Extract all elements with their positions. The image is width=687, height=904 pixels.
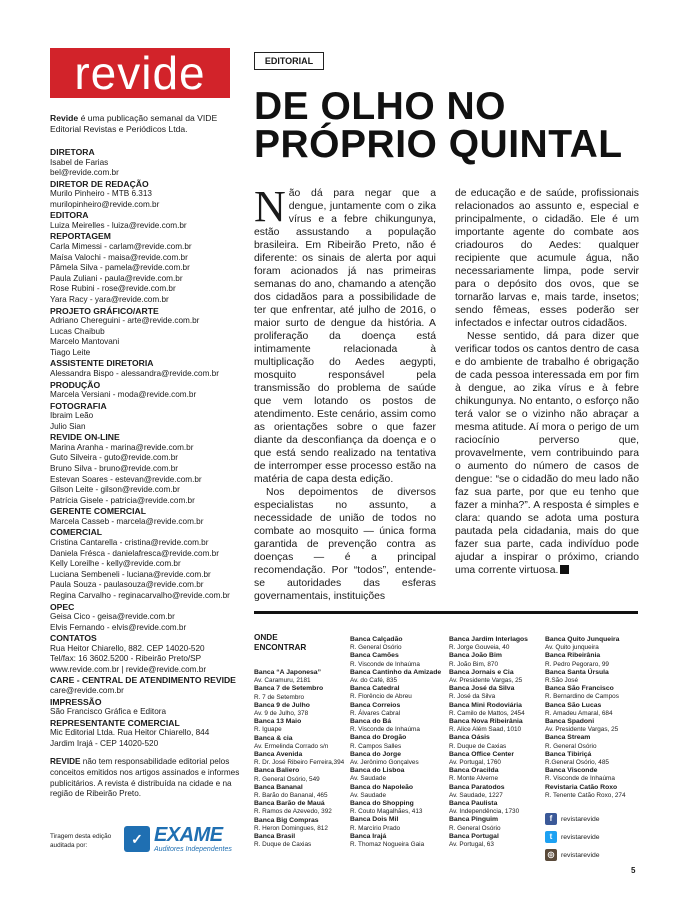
- store-name: Banca Camões: [350, 652, 399, 660]
- store-address: R. Duque de Caxias: [449, 742, 507, 750]
- staff-line: Tiago Leite: [50, 347, 91, 357]
- store-address: R. Ramos de Azevedo, 392: [254, 808, 332, 816]
- staff-line[interactable]: Alessandra Bispo - alessandra@revide.com.br: [50, 368, 219, 378]
- staff-line[interactable]: Elvis Fernando - elvis@revide.com.br: [50, 622, 187, 632]
- staff-line: Lucas Chaibub: [50, 326, 105, 336]
- staff-line[interactable]: www.revide.com.br | revide@revide.com.br: [50, 664, 207, 674]
- store-name: Banca Mini Rodoviária: [449, 701, 522, 709]
- store-address: R. João Bim, 870: [449, 660, 499, 668]
- store-address: Av. Independência, 1730: [449, 808, 520, 816]
- staff-line[interactable]: Cristina Cantarella - cristina@revide.com.br: [50, 537, 209, 547]
- staff-line[interactable]: Marina Aranha - marina@revide.com.br: [50, 442, 194, 452]
- store-name: Banca Barão de Mauá: [254, 800, 325, 808]
- store-name: Banca Ribeirânia: [545, 652, 601, 660]
- twitter-icon: t: [545, 831, 557, 843]
- store-address: Av. Caramuru, 2181: [254, 677, 311, 685]
- social-handle: revistarevide: [561, 833, 600, 841]
- staff-line: Mic Editorial Ltda. Rua Heitor Chiarello, 844: [50, 728, 210, 738]
- staff-line[interactable]: Patrícia Gisele - patricia@revide.com.br: [50, 495, 195, 505]
- social-link[interactable]: [545, 810, 641, 828]
- store-name: Banca 7 de Setembro: [254, 685, 324, 693]
- store-name: Banca “A Japonesa”: [254, 669, 321, 676]
- store-name: Banca Pinguim: [449, 816, 499, 824]
- store-name: Banca 9 de Julho: [254, 701, 310, 709]
- store-name: Banca Irajá: [350, 832, 387, 840]
- store-name: Banca Bananal: [254, 783, 303, 791]
- staff-line[interactable]: Pâmela Silva - pamela@revide.com.br: [50, 263, 190, 273]
- store-name: Banca Office Center: [449, 750, 514, 758]
- staff-line: Jardim Irajá - CEP 14020-520: [50, 738, 159, 748]
- store-address: R. Iguape: [254, 726, 282, 734]
- staff-line[interactable]: Paula Souza - paulasouza@revide.com.br: [50, 580, 204, 590]
- store-name: Banca Correios: [350, 701, 401, 709]
- article-paragraph: Nos depoimentos de diversos especialistas no assunto, a necessidade de união de todos no combate ao mosquito — única forma garantida de prevenção contra as doenças — é a principal recomendação. Por “todos”, entende-se autoridades das esferas governamentais, instituições: [254, 487, 436, 602]
- article-column-1: [254, 182, 436, 603]
- store-name: Revistaria Catão Roxo: [545, 783, 618, 791]
- where-to-find-title: ONDE ENCONTRAR: [254, 633, 307, 652]
- audit-block: [50, 824, 250, 856]
- store-name: Banca São Francisco: [545, 685, 614, 693]
- staff-section-heading: REPORTAGEM: [50, 231, 111, 242]
- store-list-col-3: [449, 636, 541, 849]
- store-address: R. Duque de Caxias: [254, 841, 312, 849]
- store-address: R. Visconde de Inhaúma: [350, 726, 420, 734]
- store-name: Banca do Shopping: [350, 800, 414, 808]
- staff-section-heading: FOTOGRAFIA: [50, 400, 107, 411]
- store-name: Banca Paulista: [449, 800, 498, 808]
- staff-line[interactable]: Marcela Versiani - moda@revide.com.br: [50, 390, 197, 399]
- revide-logo: revide: [50, 48, 230, 98]
- store-address: R. Camilo de Mattos, 2454: [449, 709, 525, 717]
- staff-line[interactable]: Adriano Chereguini - arte@revide.com.br: [50, 316, 200, 326]
- social-handle: revistarevide: [561, 851, 600, 859]
- store-address: R. Alice Além Saad, 1010: [449, 726, 522, 734]
- staff-line[interactable]: Paula Zuliani - paula@revide.com.br: [50, 273, 183, 283]
- store-name: Banca José da Silva: [449, 685, 515, 693]
- store-address: Av. Saudade: [350, 791, 387, 799]
- store-list-col-1: [254, 669, 346, 849]
- store-name: Banca Quito Junqueira: [545, 636, 620, 643]
- store-address: R. Tenente Catão Roxo, 274: [545, 791, 626, 799]
- store-name: Banca do Lisboa: [350, 767, 405, 775]
- store-name: Banca do Jorge: [350, 750, 401, 758]
- staff-line[interactable]: Bruno Silva - bruno@revide.com.br: [50, 463, 178, 473]
- staff-section-heading: PRODUÇÃO: [50, 379, 101, 390]
- staff-line[interactable]: bel@revide.com.br: [50, 168, 119, 178]
- store-address: Av. Saudade, 1227: [449, 791, 503, 799]
- store-address: Av. Jerônimo Gonçalves: [350, 759, 419, 767]
- audit-note: Tiragem desta edição auditada por:: [50, 833, 112, 849]
- store-name: Banca Jornais e Cia: [449, 668, 514, 676]
- store-address: R. General Osório: [545, 742, 597, 750]
- staff-line[interactable]: Gilson Leite - gilson@revide.com.br: [50, 485, 180, 495]
- store-name: Banca Santa Úrsula: [545, 668, 609, 676]
- staff-section-heading: REPRESENTANTE COMERCIAL: [50, 717, 180, 728]
- staff-line[interactable]: Rose Rubini - rose@revide.com.br: [50, 284, 176, 294]
- staff-section-heading: CARE - CENTRAL DE ATENDIMENTO REVIDE: [50, 675, 236, 686]
- masthead-column: [50, 48, 250, 800]
- article-paragraph: [455, 330, 639, 577]
- store-address: R. Bernardino de Campos: [545, 693, 619, 701]
- staff-line[interactable]: Luciana Sembeneli - luciana@revide.com.br: [50, 569, 211, 579]
- staff-list: [50, 147, 250, 749]
- store-name: Banca Tibiriçá: [545, 750, 592, 758]
- store-address: Av. 9 de Julho, 378: [254, 710, 309, 718]
- store-address: R. Pedro Pegoraro, 99: [545, 660, 609, 668]
- store-name: Banca do Bá: [350, 718, 392, 726]
- staff-line[interactable]: murilopinheiro@revide.com.br: [50, 199, 160, 209]
- store-address: Av. Ermelinda Corrado s/n: [254, 742, 329, 750]
- social-handle: revistarevide: [561, 815, 600, 823]
- store-name: Banca Oásis: [449, 734, 490, 742]
- store-name: Banca Dois Mil: [350, 816, 399, 824]
- store-name: Banca do Drogão: [350, 734, 407, 742]
- staff-line: Rua Heitor Chiarello, 882. CEP 14020-520: [50, 643, 205, 653]
- store-address: R. Visconde de Inhaúma: [350, 660, 420, 668]
- store-address: R. Barão do Bananal, 465: [254, 792, 328, 800]
- staff-line[interactable]: Daniela Frésca - danielafresca@revide.com.br: [50, 548, 219, 558]
- store-address: R. General Osório: [449, 824, 501, 832]
- intro-text: é uma publicação semanal da VIDE Editorial Revistas e Periódicos Ltda.: [50, 113, 218, 134]
- staff-section-heading: IMPRESSÃO: [50, 696, 102, 707]
- article-column-2: [455, 187, 639, 577]
- store-address: R. Thomaz Nogueira Gaia: [350, 841, 425, 849]
- staff-line[interactable]: Kelly Loreilhe - kelly@revide.com.br: [50, 559, 181, 569]
- store-address: Av. Presidente Vargas, 25: [545, 726, 619, 734]
- store-name: Banca João Bim: [449, 652, 502, 660]
- store-address: R. Monte Alverne: [449, 775, 499, 783]
- end-mark-icon: [560, 565, 569, 574]
- exame-wordmark: EXAME: [154, 824, 223, 846]
- staff-line: Tel/fax: 16 3602.5200 - Ribeirão Preto/SP: [50, 654, 202, 664]
- staff-section-heading: DIRETOR DE REDAÇÃO: [50, 178, 149, 189]
- store-name: Banca Calçadão: [350, 636, 403, 643]
- staff-line[interactable]: Estevan Soares - estevan@revide.com.br: [50, 474, 202, 484]
- article-paragraph: [254, 182, 436, 486]
- staff-line: Marcelo Mantovani: [50, 337, 120, 347]
- store-address: R. Heron Domingues, 812: [254, 824, 328, 832]
- exame-subtitle: Auditores Independentes: [154, 846, 232, 853]
- page-number: 5: [631, 866, 636, 875]
- store-address: R. Jorge Gouveia, 40: [449, 644, 510, 652]
- store-address: R.General Osório, 485: [545, 759, 609, 767]
- section-kicker: EDITORIAL: [254, 52, 324, 70]
- store-address: R. Marcírio Prado: [350, 824, 401, 832]
- store-address: R. Florêncio de Abreu: [350, 693, 412, 701]
- store-name: Banca São Lucas: [545, 701, 602, 709]
- staff-section-heading: DIRETORA: [50, 147, 95, 157]
- store-list-col-4: [545, 636, 641, 800]
- staff-section-heading: GERENTE COMERCIAL: [50, 506, 146, 517]
- staff-section-heading: EDITORA: [50, 210, 89, 221]
- store-address: Av. Portugal, 63: [449, 841, 494, 849]
- store-list-col-2: [350, 636, 446, 849]
- store-address: R. Amadeu Amaral, 684: [545, 709, 613, 717]
- article-headline: DE OLHO NO PRÓPRIO QUINTAL: [254, 85, 623, 166]
- store-name: Banca Avenida: [254, 751, 303, 759]
- store-name: Banca Baliero: [254, 767, 300, 775]
- publication-intro: [50, 113, 250, 135]
- staff-line[interactable]: Yara Racy - yara@revide.com.br: [50, 294, 169, 304]
- store-name: Banca Catedral: [350, 685, 400, 693]
- store-address: R. José da Silva: [449, 693, 496, 701]
- store-name: Banca Jardim Interlagos: [449, 636, 528, 643]
- exame-logo-icon: ✓: [124, 826, 150, 852]
- social-links: [545, 810, 641, 864]
- staff-line: São Francisco Gráfica e Editora: [50, 707, 167, 717]
- store-name: Banca & cia: [254, 734, 293, 742]
- store-address: R. General Osório, 549: [254, 775, 320, 783]
- store-address: R.São José: [545, 677, 579, 685]
- disclaimer-brand: REVIDE: [50, 757, 81, 767]
- editorial-disclaimer: [50, 757, 250, 799]
- staff-line[interactable]: Regina Carvalho - reginacarvalho@revide.com.br: [50, 590, 230, 600]
- store-name: Banca Portugal: [449, 832, 499, 840]
- store-name: Banca Nova Ribeirânia: [449, 718, 523, 726]
- facebook-icon: f: [545, 813, 557, 825]
- store-address: R. Dr. José Ribeiro Ferreira,394: [254, 759, 345, 767]
- staff-line[interactable]: Luiza Meirelles - luiza@revide.com.br: [50, 220, 187, 230]
- article-paragraph: de educação e de saúde, profissionais relacionados ao assunto e, especial e principalmente, o cidadão. Ele é um importante agente do combate aos criadouros do Aedes: qualquer recipiente que acumule água, não necessariamente limpa, pode servir para o depósito dos ovos, que se tornarão larvas e, mais tarde, insetos; sendo fêmeas, esses poderão ser infectados e infectar outros cidadãos.: [455, 188, 639, 329]
- store-address: Av. Saudade: [350, 775, 387, 783]
- staff-section-heading: COMERCIAL: [50, 527, 103, 538]
- store-name: Banca 13 Maio: [254, 718, 302, 726]
- store-name: Banca Stream: [545, 734, 591, 742]
- store-address: Av. Presidente Vargas, 25: [449, 677, 523, 685]
- store-address: R. Visconde de Inhaúma: [545, 775, 615, 783]
- staff-section-heading: PROJETO GRÁFICO/ARTE: [50, 305, 159, 316]
- social-link[interactable]: [545, 846, 641, 864]
- store-name: Banca Oracilda: [449, 767, 499, 775]
- store-address: R. General Osório: [350, 644, 402, 652]
- store-name: Banca Brasil: [254, 833, 296, 841]
- store-name: Banca Paratodos: [449, 783, 505, 791]
- staff-section-heading: ASSISTENTE DIRETORIA: [50, 358, 154, 369]
- where-to-find: [254, 633, 344, 653]
- staff-line[interactable]: Geisa Cico - geisa@revide.com.br: [50, 612, 175, 621]
- staff-section-heading: CONTATOS: [50, 633, 97, 644]
- store-address: R. Álvares Cabral: [350, 709, 401, 717]
- drop-cap: N: [254, 182, 286, 231]
- intro-brand: Revide: [50, 113, 79, 123]
- store-address: R. 7 de Setembro: [254, 693, 305, 701]
- staff-line: Murilo Pinheiro - MTB 6.313: [50, 189, 152, 199]
- staff-line: Ibraim Leão: [50, 411, 94, 421]
- staff-section-heading: REVIDE ON-LINE: [50, 432, 120, 443]
- disclaimer-text: não tem responsabilidade editorial pelos conceitos emitidos nos artigos assinados e informes publicitários. A revista é distribuída na cidade e na região de Ribeirão Preto.: [50, 757, 240, 799]
- social-link[interactable]: [545, 828, 641, 846]
- store-address: Av. do Café, 835: [350, 677, 398, 685]
- staff-line[interactable]: Maísa Valochi - maisa@revide.com.br: [50, 252, 188, 262]
- store-address: R. Couto Magalhães, 413: [350, 808, 423, 816]
- store-name: Banca Spadoni: [545, 718, 595, 726]
- staff-section-heading: OPEC: [50, 601, 75, 612]
- store-name: Banca Cantinho da Amizade: [350, 668, 442, 676]
- store-address: Av. Portugal, 1760: [449, 759, 501, 767]
- staff-line[interactable]: Carla Mimessi - carlam@revide.com.br: [50, 241, 192, 251]
- staff-line: Julio Sian: [50, 421, 86, 431]
- store-name: Banca Big Compras: [254, 816, 319, 824]
- store-name: Banca do Napoleão: [350, 783, 414, 791]
- paragraph-text: Nesse sentido, dá para dizer que verificar todos os cantos dentro de casa e do ambiente de trabalho é obrigação de cada pessoa interessada em por fim à dengue, ao zika vírus e à febre chikungunya. No entanto, o esforço não terá valor se o vizinho não abraçar a mesma atitude. Aí mora o perigo de um raciocínio perverso que, provavelmente, vem contribuindo para o aumento do número de casos de dengue: “se o cidadão do meu lado não faz sua parte, por que eu tenho que fazer a minha?”. A resposta é simples e clara: quando se adota uma postura pautada pela cidadania, mais do que fazer sua parte, cada indivíduo pode ajudar a inspirar o próximo, criando uma corrente virtuosa.: [455, 331, 639, 576]
- staff-line[interactable]: care@revide.com.br: [50, 685, 124, 695]
- store-address: Av. Quito junqueira: [545, 644, 599, 652]
- store-address: R. Campos Salles: [350, 742, 402, 750]
- staff-line: Isabel de Farias: [50, 157, 109, 167]
- staff-line[interactable]: Guto Silveira - guto@revide.com.br: [50, 453, 178, 463]
- section-divider: [254, 611, 638, 614]
- store-name: Banca Visconde: [545, 767, 598, 775]
- paragraph-text: ão dá para negar que a dengue, juntamente com o zika vírus e a febre chikungunya, estão assustando a população brasileira. Em Ribeirão Preto, não é diferente: os sinais de alerta por aqui foram acionados já nas primeiras semanas do ano, chamando a atenção dos cidadãos para a possibilidade de ter que enfrentar, até julho de 2016, o maior surto de dengue da história. A proliferação da doença está intimamente relacionada à multiplicação do Aedes aegypti, mosquito responsável pela transmissão do problema de saúde que vem lotando os postos de atendimento. Este cenário, assim como as orientações sobre o que fazer diante da desconfiança da doença e o que está sendo realizado na tentativa de interromper esse processo estão na matéria de capa desta edição.: [254, 188, 436, 485]
- staff-line[interactable]: Marcela Casseb - marcela@revide.com.br: [50, 516, 204, 526]
- instagram-icon: ◎: [545, 849, 557, 861]
